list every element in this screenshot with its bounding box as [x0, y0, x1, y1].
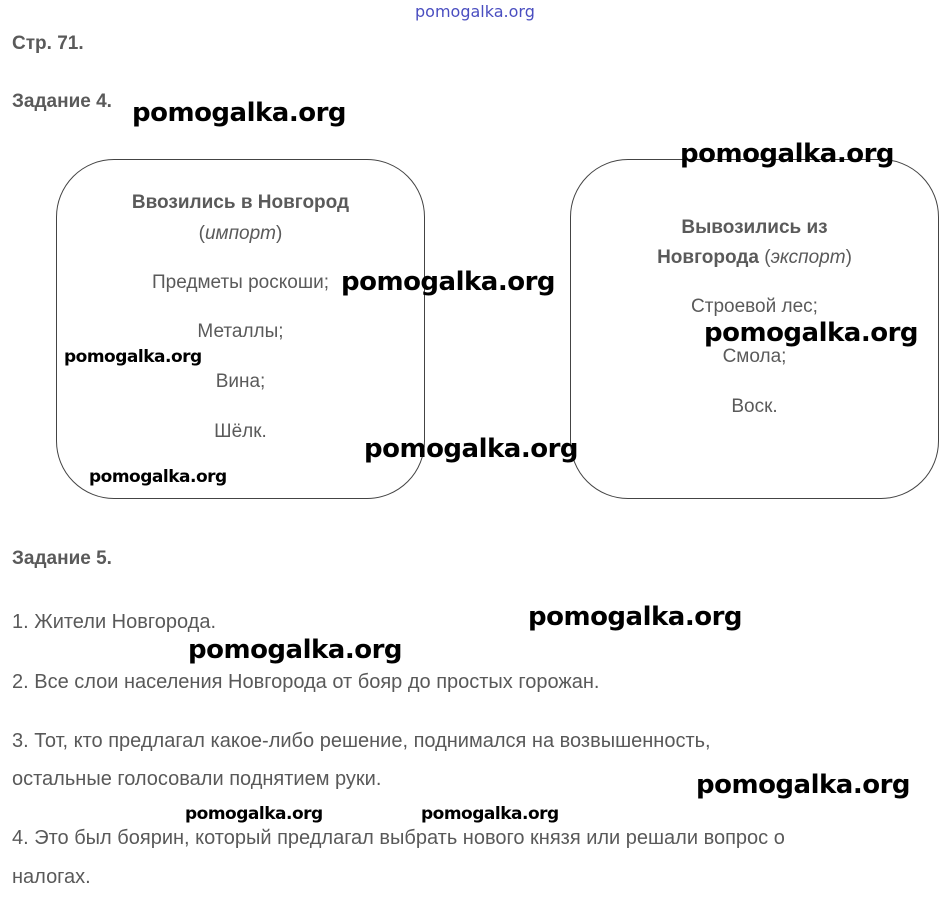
- site-watermark-top: pomogalka.org: [415, 2, 535, 21]
- answer-line: 4. Это был боярин, который предлагал выбрать нового князя или решали вопрос о: [12, 827, 785, 849]
- answer-line: остальные голосовали поднятием руки.: [12, 768, 382, 790]
- answer-line: 3. Тот, кто предлагал какое-либо решение, поднимался на возвышенность,: [12, 730, 711, 752]
- watermark: pomogalka.org: [696, 770, 911, 800]
- watermark: pomogalka.org: [680, 139, 895, 169]
- watermark: pomogalka.org: [364, 434, 579, 464]
- watermark: pomogalka.org: [188, 635, 403, 665]
- watermark: pomogalka.org: [704, 318, 919, 348]
- answer-line: 2. Все слои населения Новгорода от бояр до простых горожан.: [12, 671, 600, 693]
- page-title: Стр. 71.: [12, 33, 84, 54]
- export-item: Смола;: [722, 346, 787, 367]
- import-item: Предметы роскоши;: [152, 272, 329, 293]
- task4-title: Задание 4.: [12, 91, 112, 112]
- task5-title: Задание 5.: [12, 548, 112, 569]
- export-box-title: Вывозились из: [681, 217, 828, 238]
- watermark: pomogalka.org: [89, 467, 227, 487]
- import-item: Шёлк.: [214, 421, 267, 442]
- watermark: pomogalka.org: [132, 98, 347, 128]
- export-item: Строевой лес;: [691, 296, 818, 317]
- answer-line: 1. Жители Новгорода.: [12, 611, 216, 633]
- export-box-subtitle: Новгорода (экспорт): [657, 247, 852, 268]
- import-box-title: Ввозились в Новгород: [131, 192, 350, 213]
- watermark: pomogalka.org: [421, 804, 559, 824]
- import-item: Вина;: [215, 371, 266, 392]
- watermark: pomogalka.org: [64, 347, 202, 367]
- watermark: pomogalka.org: [341, 267, 556, 297]
- export-item: Воск.: [731, 396, 778, 417]
- import-item: Металлы;: [197, 321, 284, 342]
- watermark: pomogalka.org: [185, 804, 323, 824]
- import-box-subtitle: (импорт): [198, 223, 283, 244]
- watermark: pomogalka.org: [528, 602, 743, 632]
- answer-line: налогах.: [12, 866, 91, 888]
